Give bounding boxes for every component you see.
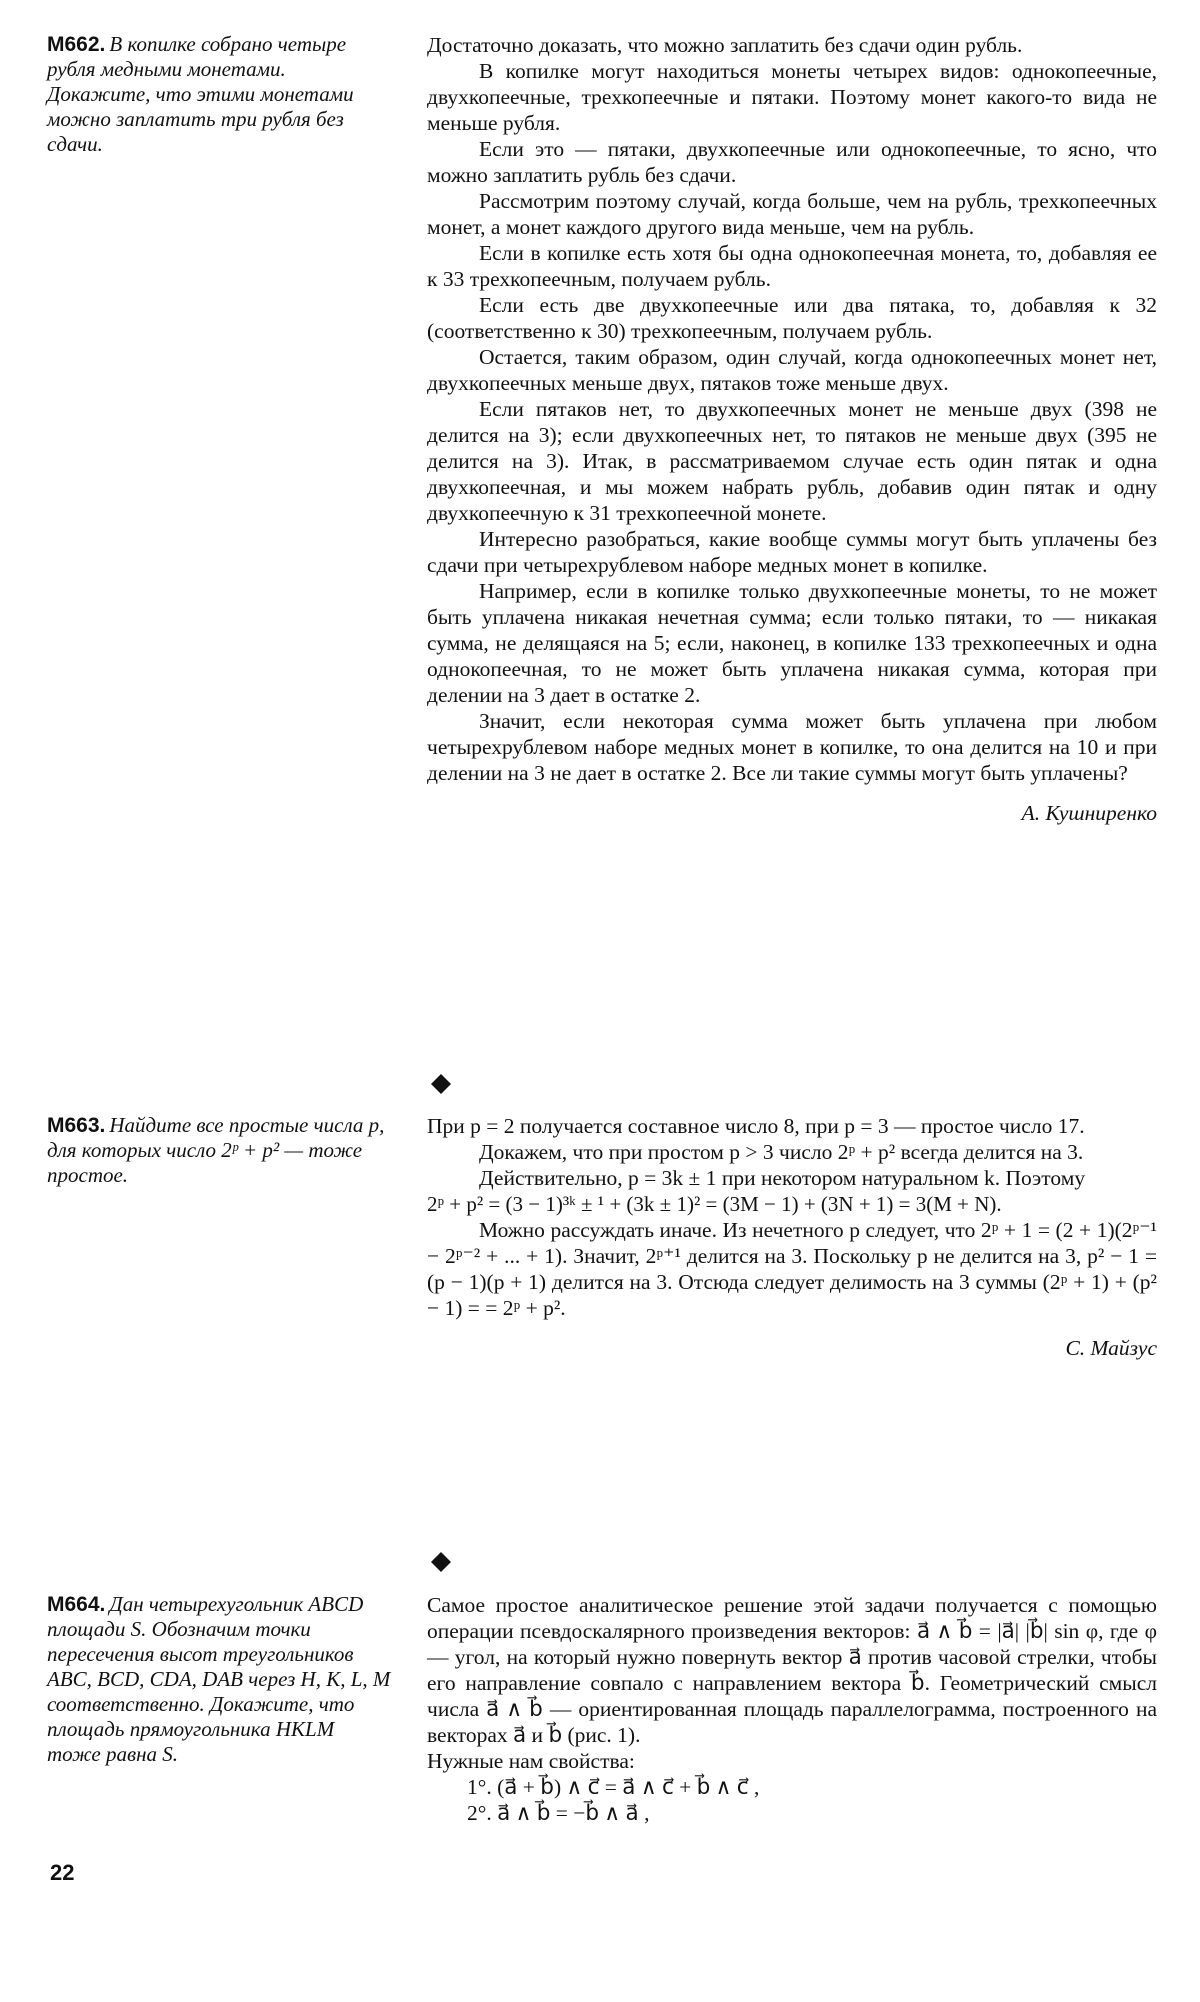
solution-paragraph: Докажем, что при простом p > 3 число 2ᵖ + p² всегда делится на 3.	[479, 1140, 1084, 1164]
property-2: 2°. a⃗ ∧ b⃗ = −b⃗ ∧ a⃗ ,	[467, 1801, 650, 1825]
problem-text: Дан четырехугольник ABCD площади S. Обозначим точки пересечения высот треугольников ABC, BCD, CDA, DAB через H, K, L, M соответственно. Докажите, что площадь прямоугольника HKLM тоже равна S.	[47, 1592, 391, 1766]
solution-paragraph: В копилке могут находиться монеты четырех видов: однокопеечные, двухкопеечные, трехкопеечные и пятаки. Поэтому монет какого-то вида не меньше рубля.	[427, 59, 1157, 135]
solution-paragraph: Если пятаков нет, то двухкопеечных монет не меньше двух (398 не делится на 3); если двухкопеечных нет, то пятаков не меньше двух (395 не делится на 3). Итак, в рассматриваемом случае есть один пятак и одна двухкопеечная, и мы можем набрать рубль, добавив один пятак и одну двухкопеечную к 31 трехкопеечной монете.	[427, 397, 1157, 525]
problem-text: Найдите все простые числа p, для которых число 2ᵖ + p² — тоже простое.	[47, 1113, 385, 1187]
formula: 2ᵖ + p² = (3 − 1)³ᵏ ± ¹ + (3k ± 1)² = (3M − 1) + (3N + 1) = 3(M + N).	[427, 1192, 1002, 1216]
problem-number: М662.	[47, 33, 106, 56]
solution-paragraph: Можно рассуждать иначе. Из нечетного p следует, что 2ᵖ + 1 = (2 + 1)(2ᵖ⁻¹ − 2ᵖ⁻² + ... + 1). Значит, 2ᵖ⁺¹ делится на 3. Поскольку p не делится на 3, p² − 1 = (p − 1)(p + 1) делится на 3. Отсюда следует делимость на 3 суммы (2ᵖ + 1) + (p² − 1) = = 2ᵖ + p².	[427, 1218, 1157, 1320]
problem-number: М663.	[47, 1114, 106, 1137]
problem-text: В копилке собрано четыре рубля медными монетами. Докажите, что этими монетами можно заплатить три рубля без сдачи.	[47, 32, 354, 156]
solution-paragraph: Например, если в копилке только двухкопеечные монеты, то не может быть уплачена никакая нечетная сумма; если только пятаки, то — никакая сумма, не делящаяся на 5; если, наконец, в копилке 133 трехкопеечных и одна однокопеечная, то не может быть уплачена никакая сумма, которая при делении на 3 дает в остатке 2.	[427, 579, 1157, 707]
author-signature: А. Кушниренко	[1021, 801, 1157, 825]
problem-m664-solution	[427, 1592, 1157, 1826]
diamond-icon	[430, 1551, 452, 1573]
diamond-icon	[430, 1073, 452, 1095]
problem-m664-statement	[47, 1592, 392, 1767]
solution-paragraph: Остается, таким образом, один случай, когда однокопеечных монет нет, двухкопеечных меньше двух, пятаков тоже меньше двух.	[427, 345, 1157, 395]
solution-paragraph: Интересно разобраться, какие вообще суммы могут быть уплачены без сдачи при четырехрублевом наборе медных монет в копилке.	[427, 527, 1157, 577]
solution-paragraph: Значит, если некоторая сумма может быть уплачена при любом четырехрублевом наборе медных монет в копилке, то она делится на 10 и при делении на 3 не дает в остатке 2. Все ли такие суммы могут быть уплачены?	[427, 709, 1157, 785]
problem-m662-statement	[47, 32, 392, 157]
solution-paragraph: Если есть две двухкопеечные или два пятака, то, добавляя к 32 (соответственно к 30) трехкопеечным, получаем рубль.	[427, 293, 1157, 343]
solution-paragraph: Достаточно доказать, что можно заплатить без сдачи один рубль.	[427, 33, 1023, 57]
solution-paragraph: Действительно, p = 3k ± 1 при некотором натуральном k. Поэтому	[479, 1166, 1086, 1190]
property-1: 1°. (a⃗ + b⃗) ∧ c⃗ = a⃗ ∧ c⃗ + b⃗ ∧ c⃗ ,	[467, 1775, 760, 1799]
author-signature: С. Майзус	[1065, 1336, 1157, 1360]
solution-paragraph: При p = 2 получается составное число 8, при p = 3 — простое число 17.	[427, 1114, 1085, 1138]
problem-m662-solution	[427, 32, 1157, 826]
solution-paragraph: Если в копилке есть хотя бы одна однокопеечная монета, то, добавляя ее к 33 трехкопеечным, получаем рубль.	[427, 241, 1157, 291]
solution-paragraph: Нужные нам свойства:	[427, 1749, 635, 1773]
page-number: 22	[50, 1860, 75, 1885]
solution-paragraph: Если это — пятаки, двухкопеечные или однокопеечные, то ясно, что можно заплатить рубль без сдачи.	[427, 137, 1157, 187]
solution-paragraph: Рассмотрим поэтому случай, когда больше, чем на рубль, трехкопеечных монет, а монет каждого другого вида меньше, чем на рубль.	[427, 189, 1157, 239]
solution-paragraph: Самое простое аналитическое решение этой задачи получается с помощью операции псевдоскалярного произведения векторов: a⃗ ∧ b⃗ = |a⃗| |b⃗| sin φ, где φ — угол, на который нужно повернуть вектор a⃗ против часовой стрелки, чтобы его направление совпало с направлением вектора b⃗. Геометрический смысл числа a⃗ ∧ b⃗ — ориентированная площадь параллелограмма, построенного на векторах a⃗ и b⃗ (рис. 1).	[427, 1593, 1157, 1747]
problem-m663-statement	[47, 1113, 392, 1188]
problem-m663-solution	[427, 1113, 1157, 1361]
problem-number: М664.	[47, 1593, 106, 1616]
